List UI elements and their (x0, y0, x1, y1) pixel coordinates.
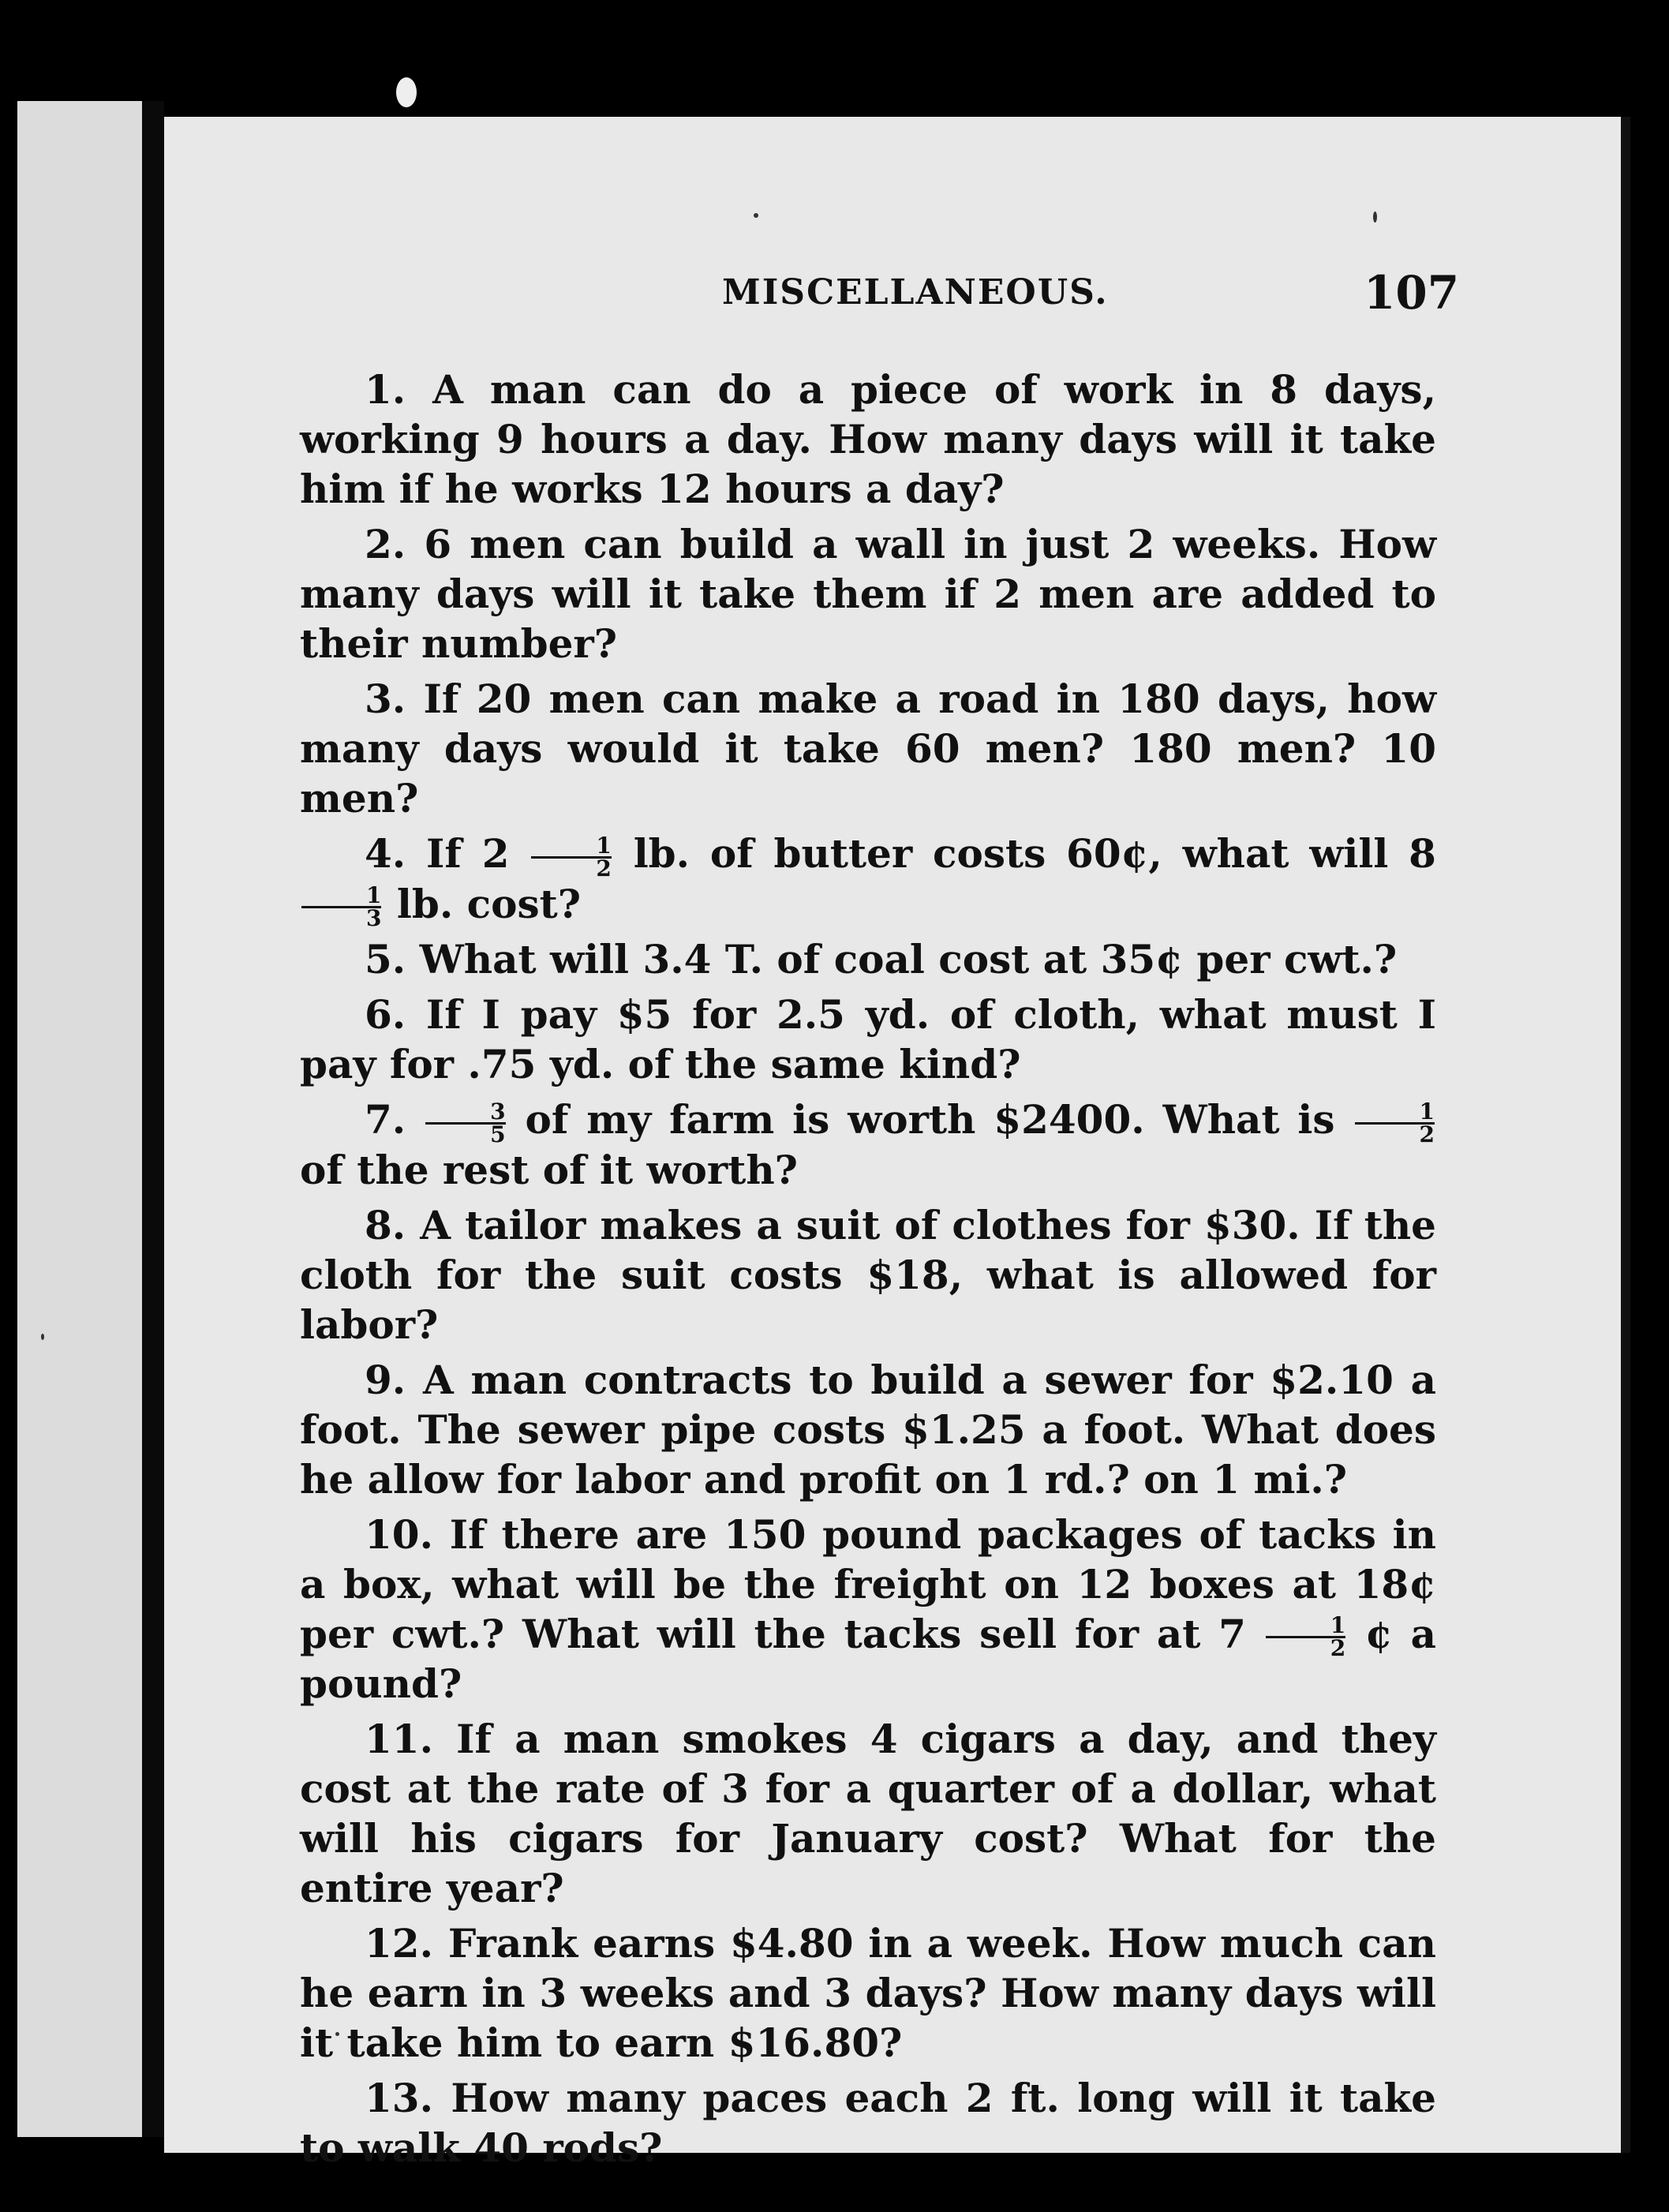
scan-speck (754, 213, 758, 218)
right-page-edge (1621, 117, 1630, 2153)
problem-number: 8. (365, 1201, 406, 1248)
problem-text: of the rest of it worth? (300, 1146, 798, 1193)
problem-item (300, 365, 1436, 514)
scan-speck (41, 1334, 44, 1340)
problem-item (300, 674, 1436, 823)
fraction-denominator: 2 (531, 856, 611, 879)
problem-item (300, 1200, 1436, 1349)
problem-item (300, 829, 1436, 929)
problem-text: If 2 (426, 830, 510, 877)
problem-number: 12. (365, 1920, 433, 1967)
book-gutter (142, 101, 164, 2137)
problem-item (300, 990, 1436, 1089)
problem-text: If there are 150 pound packages of tacks in a box, what will be the freight on 12 boxes at 18¢ per cwt.? What will the tacks sell for at 7 (300, 1510, 1436, 1657)
problem-number: 13. (365, 2075, 433, 2121)
problem-number: 4. (365, 830, 406, 877)
problem-item (300, 519, 1436, 668)
problem-text: If I pay $5 for 2.5 yd. of cloth, what must I pay for .75 yd. of the same kind? (300, 991, 1436, 1087)
problem-number: 1. (365, 366, 406, 413)
fraction-denominator: 2 (1266, 1636, 1345, 1659)
problem-item (300, 1510, 1436, 1709)
problem-number: 2. (365, 521, 406, 567)
fraction-numerator: 1 (366, 882, 382, 908)
problem-item (300, 1714, 1436, 1913)
problem-text: A man contracts to build a sewer for $2.10 a foot. The sewer pipe costs $1.25 a foot. What does he allow for labor and profit on 1 rd.? on 1 mi.? (300, 1356, 1436, 1503)
problem-text: A man can do a piece of work in 8 days, working 9 hours a day. How many days will it take him if he works 12 hours a day? (300, 366, 1436, 512)
left-page-edge (17, 101, 142, 2137)
page-number: 107 (1364, 266, 1460, 320)
problem-number: 11. (365, 1716, 433, 1762)
problem-item (300, 934, 1436, 984)
problem-item (300, 1095, 1436, 1195)
binding-hole (396, 77, 417, 107)
problem-text: of my farm is worth $2400. What is (525, 1096, 1335, 1143)
problem-item (300, 1355, 1436, 1504)
problem-text: How many paces each 2 ft. long will it take to walk 40 rods? (300, 2075, 1436, 2171)
fraction (425, 1098, 506, 1147)
fraction-denominator: 5 (425, 1122, 505, 1145)
problem-number: 7. (365, 1096, 406, 1143)
problem-number: 5. (365, 936, 406, 982)
fraction-numerator: 1 (1419, 1098, 1435, 1125)
problem-number: 10. (365, 1510, 433, 1558)
problem-text: If 20 men can make a road in 180 days, how many days would it take 60 men? 180 men? 10 men? (300, 676, 1436, 822)
running-head: MISCELLANEOUS. (722, 272, 1109, 313)
fraction (301, 882, 382, 931)
problem-number: 9. (365, 1356, 406, 1403)
fraction-denominator: 3 (301, 906, 381, 929)
problem-list (300, 365, 1436, 2178)
problem-text: A tailor makes a suit of clothes for $30. If the cloth for the suit costs $18, what is allowed for labor? (300, 1201, 1436, 1348)
fraction (531, 832, 612, 881)
problem-text: If a man smokes 4 cigars a day, and they cost at the rate of 3 for a quarter of a dollar, what will his cigars for January cost? What for the entire year? (300, 1716, 1436, 1911)
page-header (0, 266, 1669, 335)
problem-text: Frank earns $4.80 in a week. How much can he earn in 3 weeks and 3 days? How many days will it take him to earn $16.80? (300, 1920, 1436, 2066)
problem-item (300, 2073, 1436, 2173)
problem-item (300, 1918, 1436, 2068)
fraction-numerator: 1 (1330, 1612, 1346, 1638)
problem-number: 3. (365, 676, 406, 722)
problem-text: 6 men can build a wall in just 2 weeks. How many days will it take them if 2 men are added to their number? (300, 521, 1436, 667)
fraction-numerator: 1 (596, 832, 612, 859)
fraction (1355, 1098, 1435, 1147)
scan-speck (1373, 211, 1377, 223)
problem-text: lb. cost? (396, 880, 582, 927)
problem-text: What will 3.4 T. of coal cost at 35¢ per cwt.? (419, 936, 1398, 982)
problem-text: lb. of butter costs 60¢, what will 8 (633, 830, 1436, 877)
problem-text: ¢ a pound? (300, 1610, 1436, 1707)
fraction (1266, 1612, 1346, 1661)
problem-number: 6. (365, 991, 406, 1038)
fraction-numerator: 3 (490, 1098, 506, 1125)
fraction-denominator: 2 (1355, 1122, 1435, 1145)
